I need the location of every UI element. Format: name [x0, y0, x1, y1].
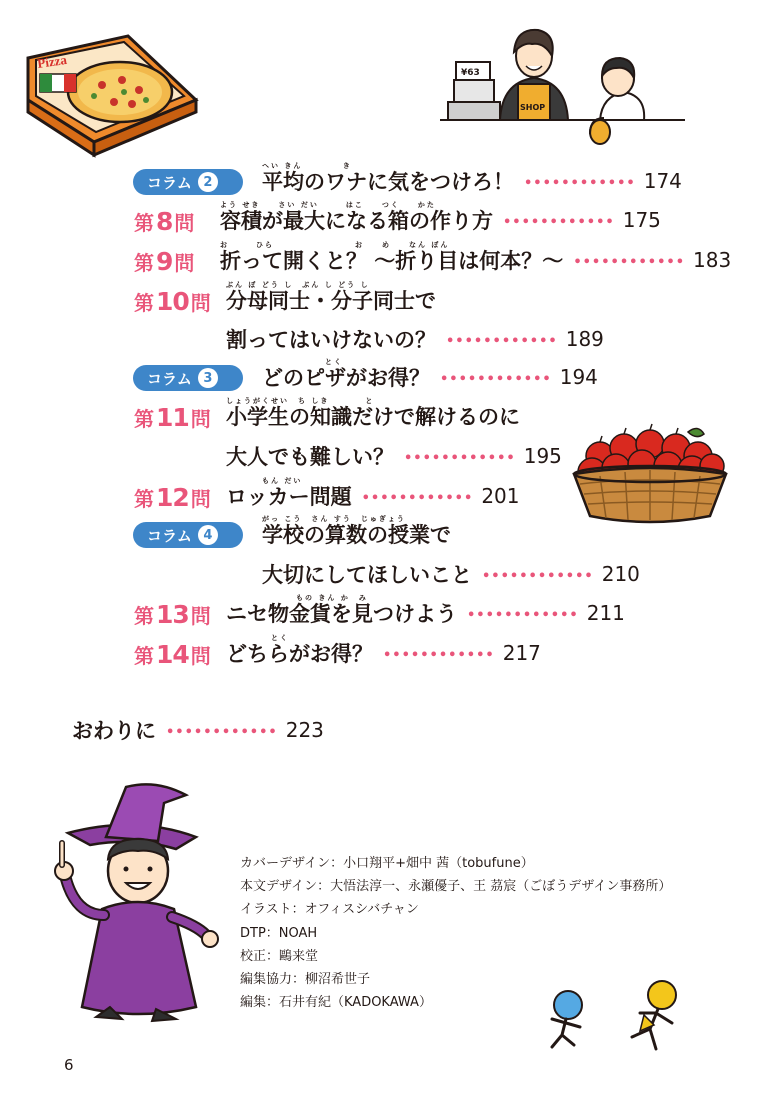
toc-entry-question-14[interactable] — [0, 634, 775, 674]
toc-page-number: 210 — [601, 562, 640, 586]
credit-line: DTP：NOAH — [240, 925, 318, 941]
ruby-text: がっ こう さん すう じゅぎょう — [262, 515, 406, 523]
toc-page-number: 223 — [285, 718, 324, 742]
shop-register-illustration — [440, 22, 685, 157]
leader-dots: •••••••••••• — [361, 490, 474, 506]
toc-page-number: 201 — [481, 484, 520, 508]
toc-title: 折って開くと？ ～折り目は何本？～ — [220, 249, 564, 273]
toc-title: ニセ物金貨を見つけよう — [226, 602, 457, 626]
leader-dots: •••••••••••• — [383, 647, 495, 663]
toc-title: 学校の算数の授業で — [262, 523, 451, 547]
credit-line: 本文デザイン：大悟法淳一、永瀬優子、王 茘宸（ごぼうデザイン事務所） — [240, 879, 672, 895]
leader-dots: •••••••••••• — [404, 450, 516, 466]
register-price: ¥63 — [461, 68, 480, 78]
apple-basket-illustration — [570, 420, 730, 528]
toc-entry-column-2[interactable] — [0, 162, 775, 202]
toc-title: 大人でも難しい？ — [226, 445, 394, 469]
ruby-text: よう せき さい だい はこ つく かた — [220, 201, 436, 209]
toc-title: どのピザがお得？ — [262, 366, 430, 390]
toc-page-number: 195 — [523, 444, 562, 468]
ruby-text: もん だい — [226, 477, 303, 485]
toc-page-number: 183 — [693, 248, 732, 272]
credit-line: カバーデザイン：小口翔平+畑中 茜（tobufune） — [240, 856, 534, 871]
ruby-text: もの きん か み — [296, 594, 368, 602]
toc-page-number: 189 — [565, 327, 604, 351]
ruby-text: しょうがくせい ち しき と — [226, 397, 375, 405]
leader-dots: •••••••••••• — [166, 724, 278, 740]
column-number: 4 — [198, 525, 218, 545]
chapter-label: 第 12 問 — [134, 483, 211, 512]
column-number: 3 — [198, 368, 218, 388]
leader-dots: •••••••••••• — [503, 214, 615, 230]
toc-entry-question-10[interactable] — [0, 281, 775, 321]
chapter-label: 第 9 問 — [134, 247, 195, 276]
chapter-label: 第 14 問 — [134, 640, 211, 669]
column-badge: コラム 2 — [133, 169, 243, 195]
toc-entry-question-9[interactable] — [0, 241, 775, 281]
leader-dots: •••••••••••• — [446, 333, 558, 349]
leader-dots: •••••••••••• — [524, 175, 636, 191]
toc-page-number: 174 — [643, 169, 682, 193]
toc-entry-epilogue[interactable] — [0, 711, 775, 751]
credit-line: イラスト：オフィスシバチャン — [240, 902, 419, 918]
ruby-text: とく — [226, 634, 289, 642]
column-badge: コラム 3 — [133, 365, 243, 391]
toc-page-number: 175 — [622, 208, 661, 232]
credit-line: 編集協力：柳沼希世子 — [240, 972, 371, 988]
page-number: 6 — [64, 1056, 74, 1074]
toc-title: ロッカー問題 — [226, 485, 352, 509]
column-badge: コラム 4 — [133, 522, 243, 548]
leader-dots: •••••••••••• — [482, 568, 594, 584]
ruby-text: お ひら お め なん ぼん — [220, 241, 450, 249]
toc-entry-column-4-line2[interactable] — [0, 555, 775, 595]
chapter-label: 第 13 問 — [134, 600, 211, 629]
column-number: 2 — [198, 172, 218, 192]
chapter-label: 第 8 問 — [134, 207, 195, 236]
credit-line: 校正：鷗来堂 — [240, 948, 319, 964]
toc-title: 割ってはいけないの？ — [226, 328, 436, 352]
running-figures-illustration — [540, 975, 720, 1055]
leader-dots: •••••••••••• — [573, 254, 686, 270]
pizza-box-label: Pizza — [36, 51, 68, 71]
leader-dots: •••••••••••• — [440, 371, 552, 387]
apron-label: SHOP — [520, 103, 546, 112]
toc-title: 容積が最大になる箱の作り方 — [220, 209, 493, 233]
toc-title: 分母同士・分子同士で — [226, 289, 436, 313]
toc-entry-question-13[interactable] — [0, 594, 775, 634]
toc-entry-question-8[interactable] — [0, 201, 775, 241]
pizza-box-illustration — [24, 30, 199, 158]
wizard-illustration — [46, 775, 226, 1025]
toc-title: どちらがお得？ — [226, 642, 373, 666]
leader-dots: •••••••••••• — [467, 607, 579, 623]
toc-title: おわりに — [72, 719, 156, 743]
credit-line: 編集：石井有紀（KADOKAWA） — [240, 995, 432, 1011]
toc-entry-question-10-line2[interactable] — [0, 320, 775, 360]
toc-page-number: 217 — [502, 641, 541, 665]
toc-page-number: 211 — [586, 601, 625, 625]
ruby-text: へい きん き — [262, 162, 352, 170]
ruby-text: とく — [262, 358, 343, 366]
chapter-label: 第 10 問 — [134, 287, 211, 316]
toc-page-number: 194 — [559, 365, 598, 389]
ruby-text: ぶん ぼ どう し ぶん し どう し — [226, 281, 370, 289]
toc-title: 小学生の知識だけで解けるのに — [226, 405, 520, 429]
toc-title: 大切にしてほしいこと — [262, 563, 472, 587]
toc-title: 平均のワナに気をつけろ！ — [262, 170, 514, 194]
toc-entry-column-3[interactable] — [0, 358, 775, 398]
chapter-label: 第 11 問 — [134, 403, 211, 432]
